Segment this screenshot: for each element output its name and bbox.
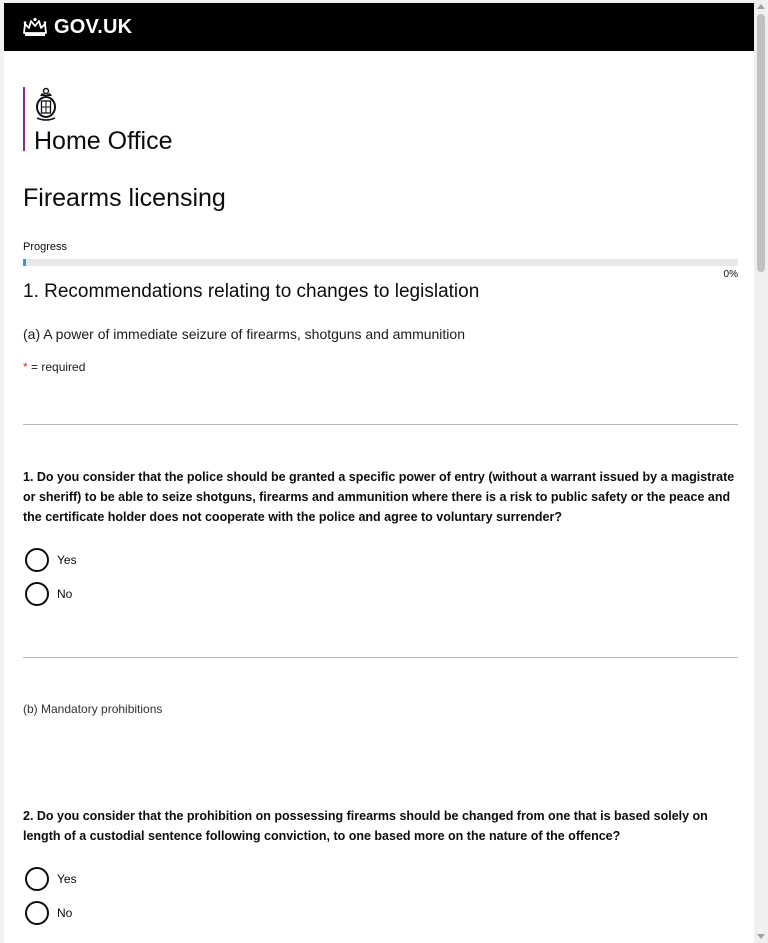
subsection-title: (b) Mandatory prohibitions — [23, 702, 163, 716]
service-title: Firearms licensing — [23, 184, 226, 212]
scroll-down-icon[interactable] — [757, 934, 765, 939]
question-2-option-yes[interactable] — [23, 862, 738, 896]
question-2-options — [23, 862, 738, 930]
page — [4, 3, 754, 943]
divider — [23, 424, 738, 425]
radio-button[interactable] — [25, 582, 49, 606]
radio-button[interactable] — [25, 901, 49, 925]
royal-crest-icon — [33, 87, 59, 123]
question-1-option-no[interactable] — [23, 577, 738, 611]
radio-button[interactable] — [25, 548, 49, 572]
required-text: = required — [27, 360, 86, 374]
required-star: * — [23, 360, 28, 374]
question-2-option-no[interactable] — [23, 896, 738, 930]
option-label: Yes — [57, 553, 77, 567]
required-note — [23, 360, 738, 374]
organisation-logo[interactable] — [23, 87, 738, 155]
question-1-option-yes[interactable] — [23, 543, 738, 577]
scrollbar-thumb[interactable] — [757, 14, 765, 272]
progress-label: Progress — [23, 241, 68, 253]
govuk-logo-text[interactable]: GOV.UK — [54, 15, 133, 38]
organisation-name: Home Office — [34, 127, 173, 155]
divider — [23, 657, 738, 658]
option-label: No — [57, 906, 73, 920]
scrollbar[interactable] — [754, 0, 768, 943]
option-label: Yes — [57, 872, 77, 886]
progress-bar-fill — [23, 259, 26, 266]
question-1-text: 1. Do you consider that the police should be granted a specific power of entry (without a warrant issued by a magistrate or sheriff) to be able to seize shotguns, firearms and ammunition where there is a risk to public safety or the peace and the certificate holder does not cooperate with the police and agree to voluntary surrender? — [23, 470, 735, 524]
radio-button[interactable] — [25, 867, 49, 891]
govuk-header — [4, 3, 754, 51]
section-subtitle: (a) A power of immediate seizure of firearms, shotguns and ammunition — [23, 326, 465, 342]
progress-bar — [23, 259, 738, 266]
section-title: 1. Recommendations relating to changes to legislation — [23, 281, 480, 302]
progress-percent: 0% — [723, 269, 738, 280]
option-label: No — [57, 587, 73, 601]
question-2-text: 2. Do you consider that the prohibition on possessing firearms should be changed from one that is based solely on length of a custodial sentence following conviction, to one based more on the nature of the offence? — [23, 809, 708, 843]
scroll-up-icon[interactable] — [757, 4, 765, 9]
question-1-options — [23, 543, 738, 611]
crown-icon — [22, 17, 48, 37]
